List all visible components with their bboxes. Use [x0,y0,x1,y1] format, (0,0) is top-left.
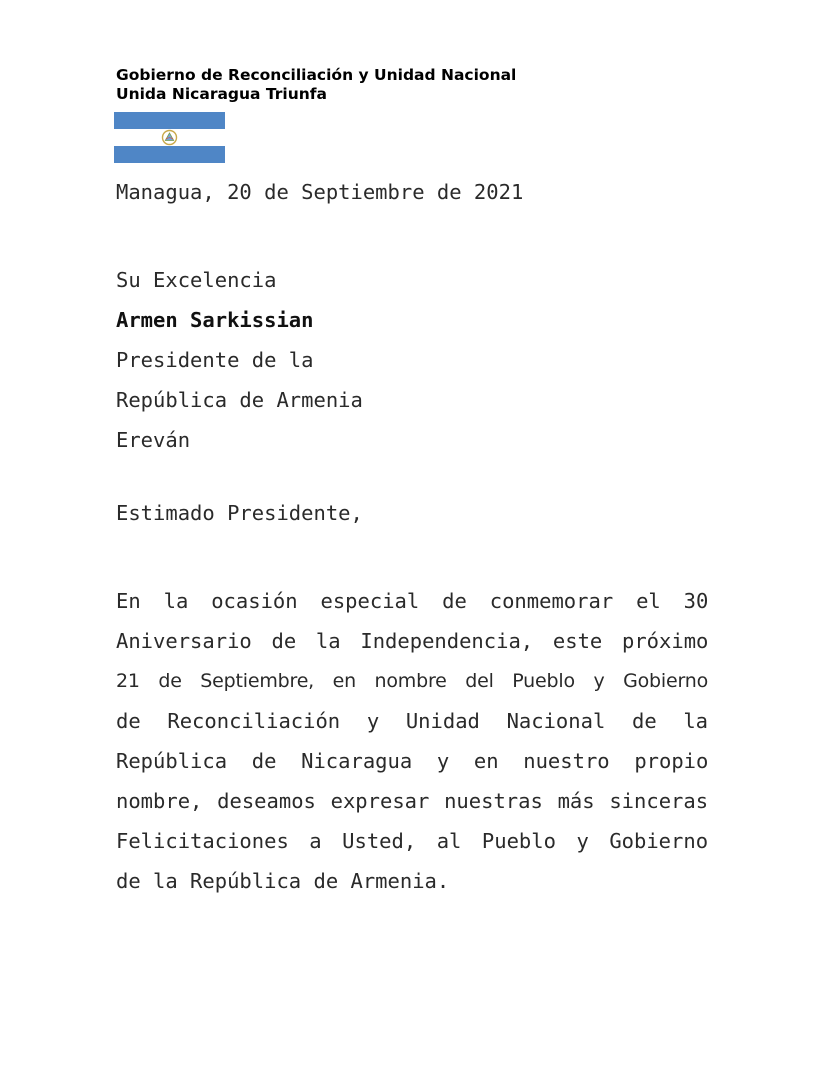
body-line: 21 de Septiembre, en nombre del Pueblo y Gobierno [116,670,709,692]
body-line: República de Nicaragua y en nuestro propio [116,749,709,773]
addressee-block [116,260,363,460]
body-line: de la República de Armenia. [116,869,450,893]
flag-top-stripe [114,112,225,129]
nicaragua-flag-icon [114,112,225,163]
addressee-title-line-1: Presidente de la [116,348,314,372]
addressee-title-line-2: República de Armenia [116,388,363,412]
letterhead-government-name: Gobierno de Reconciliación y Unidad Nacional [116,66,517,84]
body-line: Aniversario de la Independencia, este próximo [116,629,709,653]
body-line: de Reconciliación y Unidad Nacional de la [116,709,709,733]
letter-body [116,581,708,901]
addressee-city: Ereván [116,428,191,452]
letterhead [116,66,516,104]
body-line: Felicitaciones a Usted, al Pueblo y Gobierno [116,829,709,853]
body-line: nombre, deseamos expresar nuestras más sinceras [116,789,709,813]
letter-date: Managua, 20 de Septiembre de 2021 [116,180,524,204]
letterhead-slogan: Unida Nicaragua Triunfa [116,85,328,103]
flag-bottom-stripe [114,146,225,163]
body-line: En la ocasión especial de conmemorar el 30 [116,589,709,613]
salutation: Estimado Presidente, [116,501,363,525]
addressee-honorific: Su Excelencia [116,268,277,292]
addressee-name: Armen Sarkissian [116,308,314,332]
